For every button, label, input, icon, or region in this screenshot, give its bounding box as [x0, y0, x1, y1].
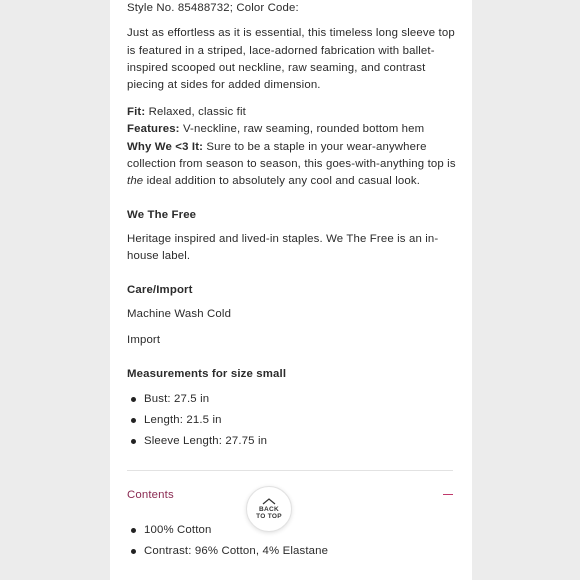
why-row	[127, 139, 427, 157]
features-text: V-neckline, raw seaming, rounded bottom hem	[179, 123, 425, 135]
content-contrast: Contrast: 96% Cotton, 4% Elastane	[144, 545, 329, 557]
content-cotton: 100% Cotton	[144, 524, 212, 536]
back-to-top-line-1: BACK	[259, 506, 279, 513]
brand-line-2: house label.	[127, 250, 191, 262]
description-line-2: is featured in a striped, lace-adorned fabrication with ballet-	[127, 45, 435, 57]
brand-line-1: Heritage inspired and lived-in staples. We The Free is an in-	[127, 233, 439, 245]
bullet-icon	[131, 528, 136, 533]
features-row	[127, 121, 424, 139]
back-to-top-line-2: TO TOP	[256, 513, 282, 520]
measurements-heading: Measurements for size small	[127, 368, 287, 380]
bullet-icon	[131, 418, 136, 423]
why-line-3-text: ideal addition to absolutely any cool and casual look.	[143, 175, 421, 187]
fit-row	[127, 104, 246, 122]
fit-label: Fit:	[127, 106, 146, 118]
description-line-1: Just as effortless as it is essential, this timeless long sleeve top	[127, 27, 455, 39]
chevron-up-icon	[262, 498, 276, 505]
why-label: Why We <3 It:	[127, 141, 204, 153]
why-italic: the	[127, 175, 144, 187]
why-line-3	[127, 173, 420, 191]
fit-text: Relaxed, classic fit	[145, 106, 246, 118]
why-text: Sure to be a staple in your wear-anywhere	[203, 141, 427, 153]
bullet-icon	[131, 397, 136, 402]
back-to-top-button[interactable]	[246, 486, 292, 532]
style-number: Style No. 85488732; Color Code:	[127, 2, 299, 14]
care-wash: Machine Wash Cold	[127, 308, 232, 320]
care-import: Import	[127, 334, 161, 346]
measurement-sleeve: Sleeve Length: 27.75 in	[144, 435, 268, 447]
back-to-top-label	[256, 506, 282, 520]
care-heading: Care/Import	[127, 284, 193, 296]
collapse-minus-icon[interactable]	[443, 494, 453, 495]
bullet-icon	[131, 549, 136, 554]
measurement-length: Length: 21.5 in	[144, 414, 222, 426]
why-line-2: collection from season to season, this goes-with-anything top is	[127, 158, 456, 170]
section-divider	[127, 470, 453, 471]
measurement-bust: Bust: 27.5 in	[144, 393, 210, 405]
brand-heading: We The Free	[127, 209, 197, 221]
description-line-3: inspired scooped out neckline, raw seaming, and contrast	[127, 62, 426, 74]
product-details-panel	[110, 0, 472, 580]
description-line-4: piecing at sides for added dimension.	[127, 79, 321, 91]
bullet-icon	[131, 439, 136, 444]
contents-accordion-title[interactable]: Contents	[127, 489, 174, 501]
features-label: Features:	[127, 123, 180, 135]
